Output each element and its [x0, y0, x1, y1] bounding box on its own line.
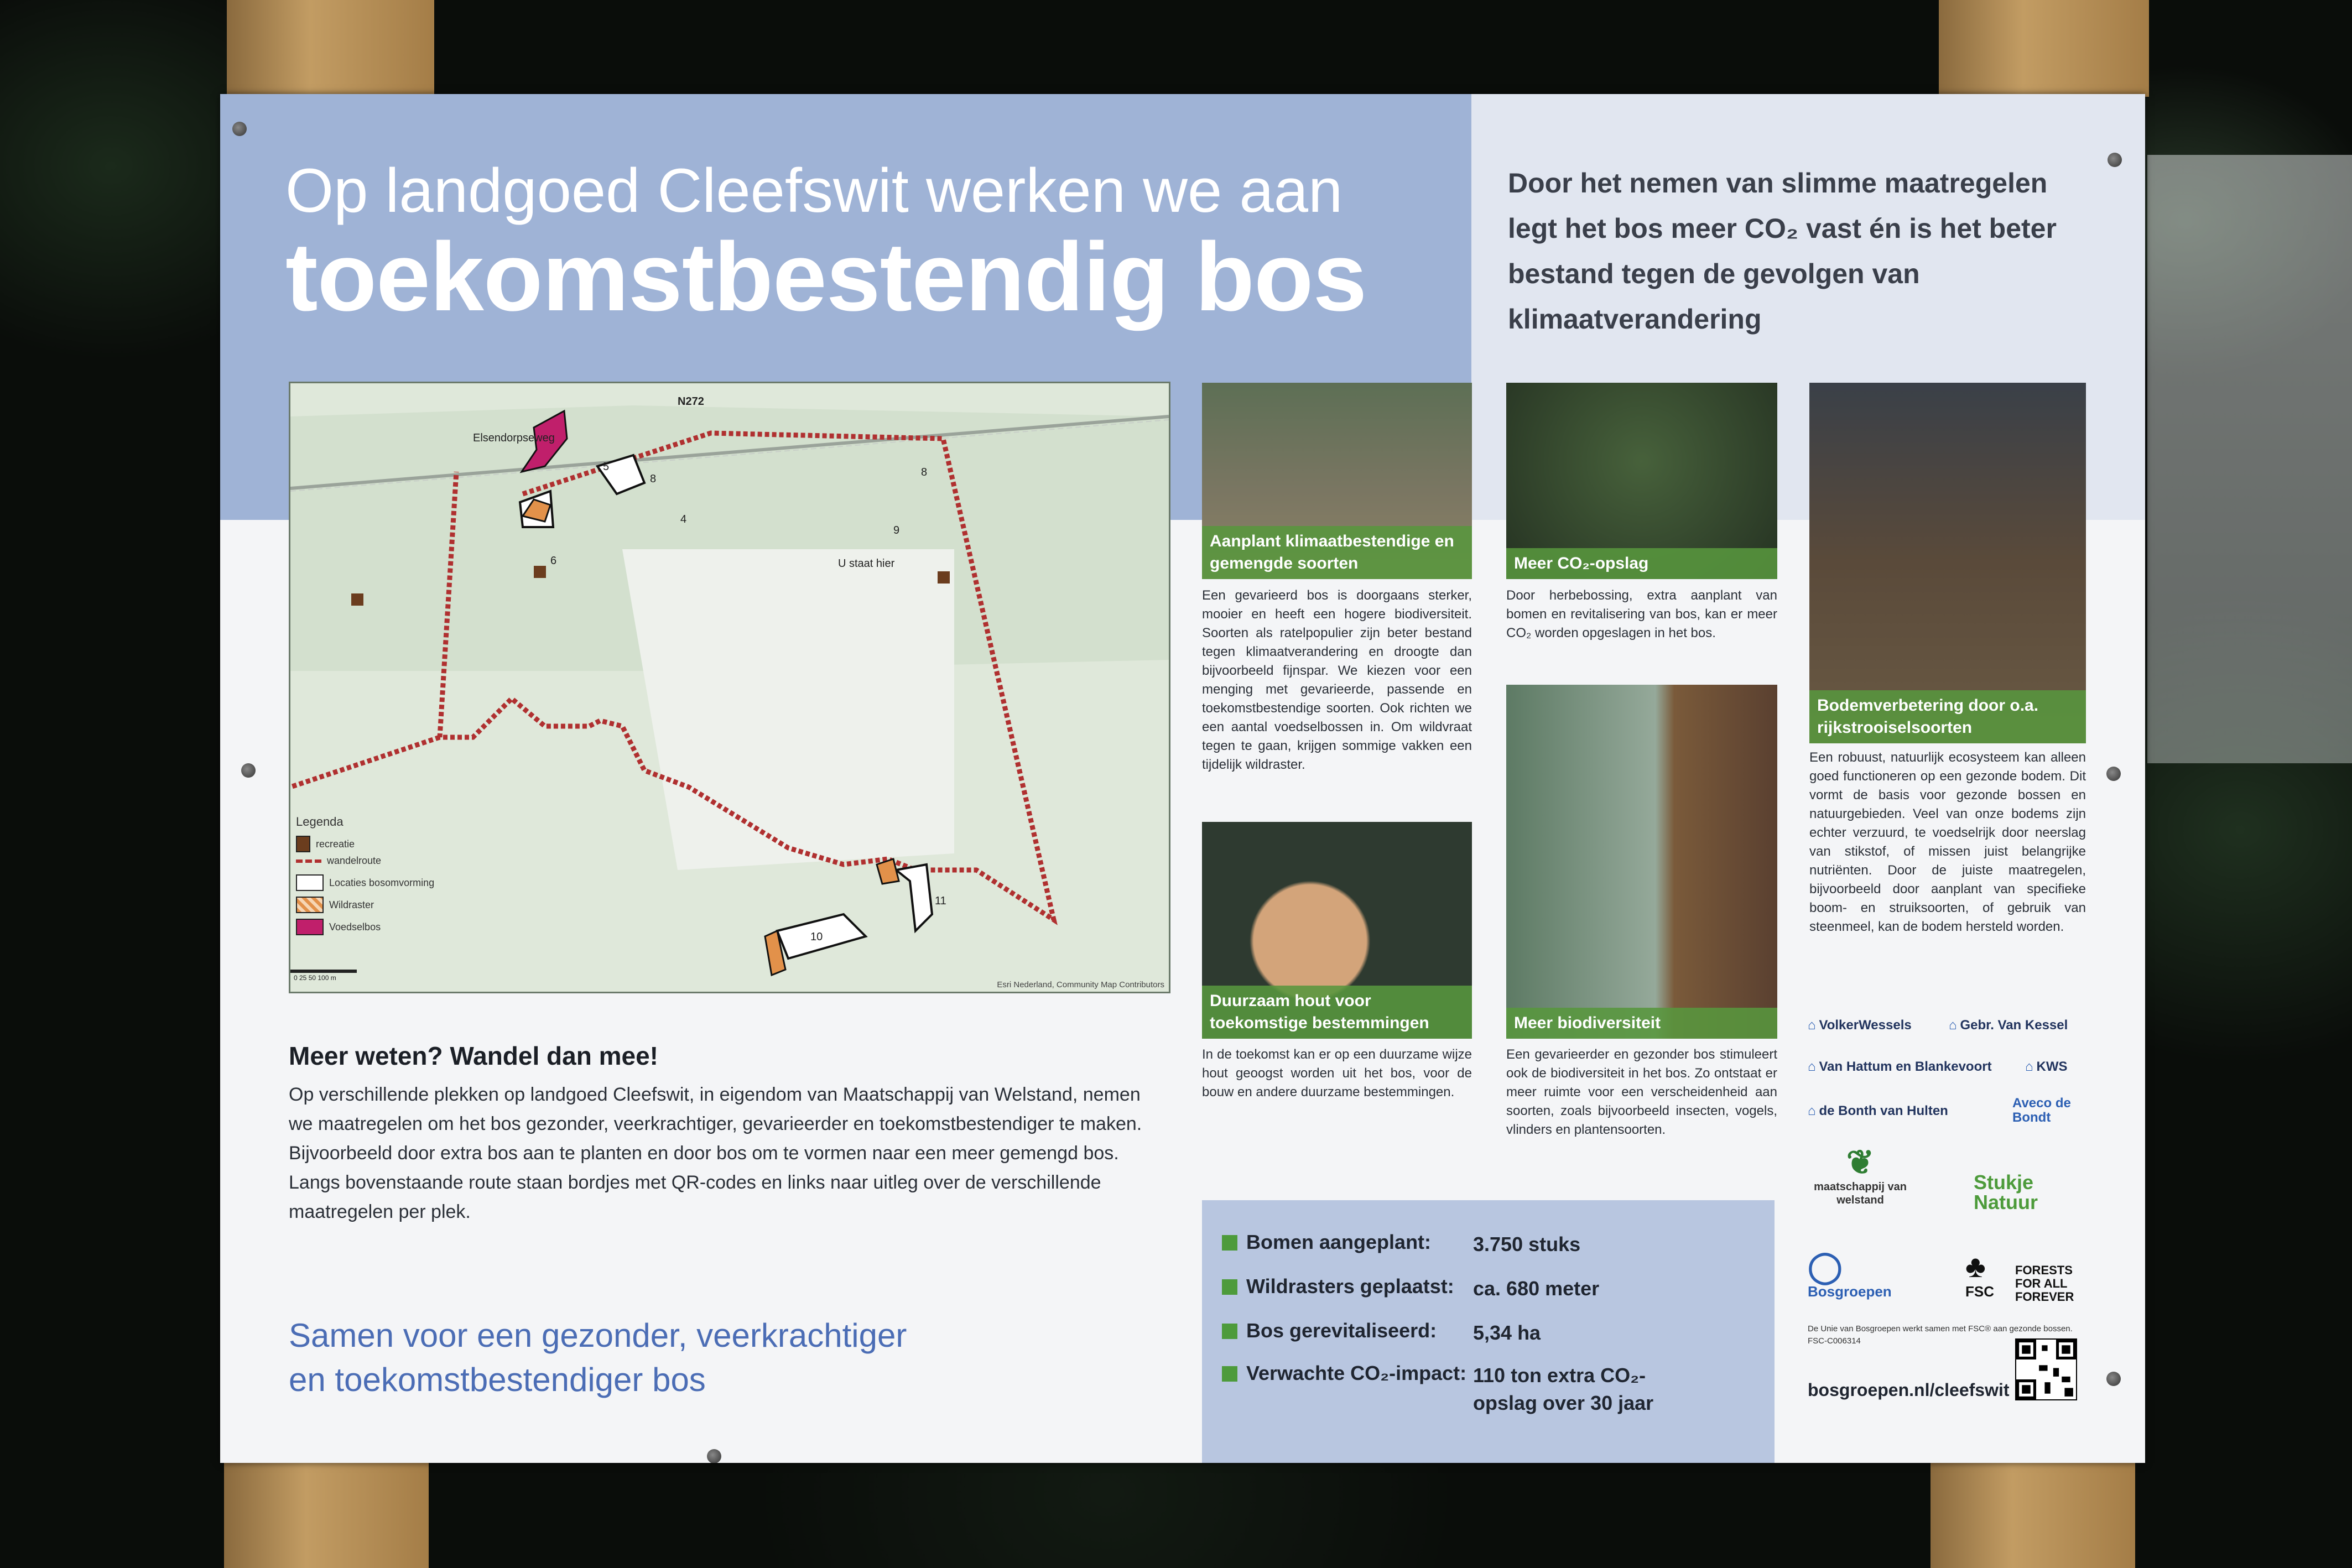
logo-kws: ⌂ KWS: [2025, 1059, 2068, 1074]
photo-hout: [1202, 822, 1472, 1039]
photo-bodem: [1809, 383, 2086, 743]
photo-caption: Bodemverbetering door o.a. rijkstrooiselsoorten: [1809, 690, 2086, 743]
title-line-1: Op landgoed Cleefswit werken we aan: [285, 156, 1343, 225]
sky-patch: [2147, 155, 2352, 763]
fsc-tree-icon: ♣: [1965, 1249, 1986, 1284]
legend-swatch: [296, 874, 324, 891]
photo-biodiversiteit: [1506, 685, 1777, 1039]
stat-label: Bos gerevitaliseerd:: [1246, 1319, 1437, 1342]
green-square: [1222, 1366, 1237, 1382]
screw: [241, 763, 256, 778]
logo-aveco: Aveco de Bondt: [2012, 1096, 2071, 1125]
location-number: 8: [650, 473, 657, 485]
legend-swatch: [296, 897, 324, 913]
location-number: 8: [921, 466, 928, 478]
location-number: 5: [603, 461, 610, 473]
wooden-post: [1939, 0, 2149, 97]
logo-de-bonth: ⌂ de Bonth van Hulten: [1808, 1103, 1948, 1118]
legend-label: Wildraster: [329, 899, 374, 910]
map-credit: Esri Nederland, Community Map Contributors: [997, 980, 1164, 989]
legend-label: recreatie: [316, 838, 355, 850]
legend-item: [296, 855, 381, 867]
legend-item: [296, 874, 434, 891]
bosgroepen-note: De Unie van Bosgroepen werkt samen met FSC® aan gezonde bossen. FSC-C006314: [1808, 1324, 2073, 1346]
photo-caption: Aanplant klimaatbestendige en gemengde soorten: [1202, 526, 1472, 579]
stat-value: 3.750 stuks: [1473, 1233, 1581, 1256]
route-map: [289, 382, 1170, 993]
road-label: N272: [678, 395, 704, 408]
stats-box: [1202, 1200, 1775, 1463]
stat-row: [1246, 1231, 1705, 1258]
photo-caption: Meer biodiversiteit: [1506, 1008, 1777, 1039]
location-number: 11: [935, 895, 946, 907]
screw: [2106, 1372, 2121, 1386]
more-heading: Meer weten? Wandel dan mee!: [289, 1041, 658, 1070]
logo-van-kessel: ⌂ Gebr. Van Kessel: [1949, 1018, 2068, 1033]
legend-item: [296, 836, 355, 852]
photo-caption: Meer CO₂-opslag: [1506, 548, 1777, 579]
panel-text: In de toekomst kan er op een duurzame wijze hout geoogst worden uit het bos, voor de bouw en andere duurzame bestemmingen.: [1202, 1047, 1472, 1100]
wooden-post: [227, 0, 434, 97]
logo-forests-forever: FORESTS FOR ALL FOREVER: [2015, 1263, 2074, 1304]
logo-stukje-natuur: Stukje Natuur: [1974, 1171, 2038, 1213]
legend-swatch: [296, 836, 310, 852]
legend-label: wandelroute: [327, 855, 382, 866]
legend-item: [296, 897, 374, 913]
more-paragraph: Langs bovenstaande route staan bordjes met QR-codes en links naar uitleg over de verschillende maatregelen per plek.: [289, 1172, 1101, 1222]
tagline: Samen voor een gezonder, veerkrachtiger en toekomstbestendiger bos: [289, 1317, 907, 1398]
road-name-label: Elsendorpseweg: [473, 432, 555, 444]
screw: [2108, 153, 2122, 167]
legend-item: [296, 919, 381, 935]
stat-row: [1246, 1275, 1705, 1303]
title-line-2: toekomstbestendig bos: [285, 223, 1367, 331]
location-number: 6: [550, 555, 557, 567]
stat-label: Wildrasters geplaatst:: [1246, 1275, 1454, 1298]
screw: [707, 1449, 721, 1463]
logo-volkerwessels: ⌂ VolkerWessels: [1808, 1018, 1912, 1033]
bosgroepen-mark-icon: ◯: [1808, 1249, 1843, 1284]
map-drawing: [290, 383, 1169, 992]
stat-row: [1246, 1362, 1705, 1417]
logo-welstand: ❦ maatschappij van welstand: [1814, 1144, 1907, 1206]
legend-label: Locaties bosomvorming: [329, 877, 435, 888]
welstand-mark-icon: ❦: [1846, 1144, 1875, 1181]
legend-swatch: [296, 859, 321, 863]
legend-swatch: [296, 919, 324, 935]
stat-value: ca. 680 meter: [1473, 1277, 1600, 1300]
stat-label: Verwachte CO₂-impact:: [1246, 1362, 1467, 1384]
website-url: bosgroepen.nl/cleefswit: [1808, 1380, 2010, 1400]
green-square: [1222, 1324, 1237, 1339]
legend-label: Voedselbos: [329, 921, 381, 933]
you-are-here-label: U staat hier: [838, 558, 895, 570]
map-scale: 0 25 50 100 m: [294, 974, 336, 982]
panel-text: Een gevarieerd bos is doorgaans sterker, mooier en heeft een hogere biodiversiteit. Soorten als ratelpopulier zijn beter bestand tegen klimaatverandering en droogte dan bijvoorbeeld fijnspar. We kiezen voor een menging met gevarieerde, passende en toekomstbestendige soorten. Ook richten we een aantal voedselbossen in. Om wildvraat tegen te gaan, krijgen sommige vakken een tijdelijk wildraster.: [1202, 588, 1472, 772]
wooden-post: [1930, 1460, 2135, 1568]
panel-text: Door herbebossing, extra aanplant van bomen en revitalisering van bos, kan er meer CO₂ worden opgeslagen in het bos.: [1506, 588, 1777, 640]
logo-bosgroepen: ◯ Bosgroepen: [1808, 1249, 1892, 1300]
location-number: 4: [680, 513, 687, 525]
legend-title: Legenda: [296, 815, 344, 829]
stat-value: 5,34 ha: [1473, 1321, 1541, 1344]
stat-row: [1246, 1319, 1705, 1347]
stat-label: Bomen aangeplant:: [1246, 1231, 1432, 1253]
intro-text: Door het nemen van slimme maatregelen legt het bos meer CO₂ vast én is het beter bestand tegen de gevolgen van klimaatverandering: [1508, 168, 2057, 335]
qr-pattern: [2016, 1340, 2076, 1399]
photo-caption: Duurzaam hout voor toekomstige bestemmingen: [1202, 986, 1472, 1039]
more-paragraph: Op verschillende plekken op landgoed Cleefswit, in eigendom van Maatschappij van Welstand, nemen we maatregelen om het bos gezonder, veerkrachtiger, gevarieerder en toekomstbestendiger te maken. Bijvoorbeeld door extra bos aan te planten en door bos om te vormen naar een meer gemengd bos.: [289, 1084, 1142, 1164]
wooden-post: [224, 1460, 429, 1568]
logo-fsc: ♣ FSC: [1965, 1249, 1994, 1300]
green-square: [1222, 1235, 1237, 1251]
screw: [232, 122, 247, 136]
more-text: [289, 1080, 1157, 1227]
stat-value: 110 ton extra CO₂-opslag over 30 jaar: [1473, 1364, 1654, 1414]
green-square: [1222, 1279, 1237, 1295]
panel-text: Een gevarieerder en gezonder bos stimuleert ook de biodiversiteit in het bos. Zo ontstaat er meer ruimte voor een verscheidenheid aan soorten, zoals bijvoorbeeld insecten, vogels, vlinders en plantensoorten.: [1506, 1047, 1777, 1137]
location-number: 10: [810, 931, 823, 943]
photo-co2: [1506, 383, 1777, 579]
photo-aanplant: [1202, 383, 1472, 579]
screw: [2106, 767, 2121, 781]
panel-text: Een robuust, natuurlijk ecosysteem kan alleen goed functioneren op een gezonde bodem. Dit vormt de basis voor gezonde bossen en natuurgebieden. Veel van onze bodems zijn echter verzuurd, te voedselrijk door neerslag van stikstof, of missen juist belangrijke nutriënten. Door de juiste maatregelen, bijvoorbeeld door aanplant van specifieke boom- en struiksoorten, of gebruik van steenmeel, kan de bodem hersteld worden.: [1809, 750, 2086, 934]
qr-code-icon[interactable]: [2015, 1338, 2077, 1400]
logo-van-hattum: ⌂ Van Hattum en Blankevoort: [1808, 1059, 1992, 1074]
information-sign: [220, 94, 2145, 1463]
location-number: 9: [893, 524, 900, 536]
